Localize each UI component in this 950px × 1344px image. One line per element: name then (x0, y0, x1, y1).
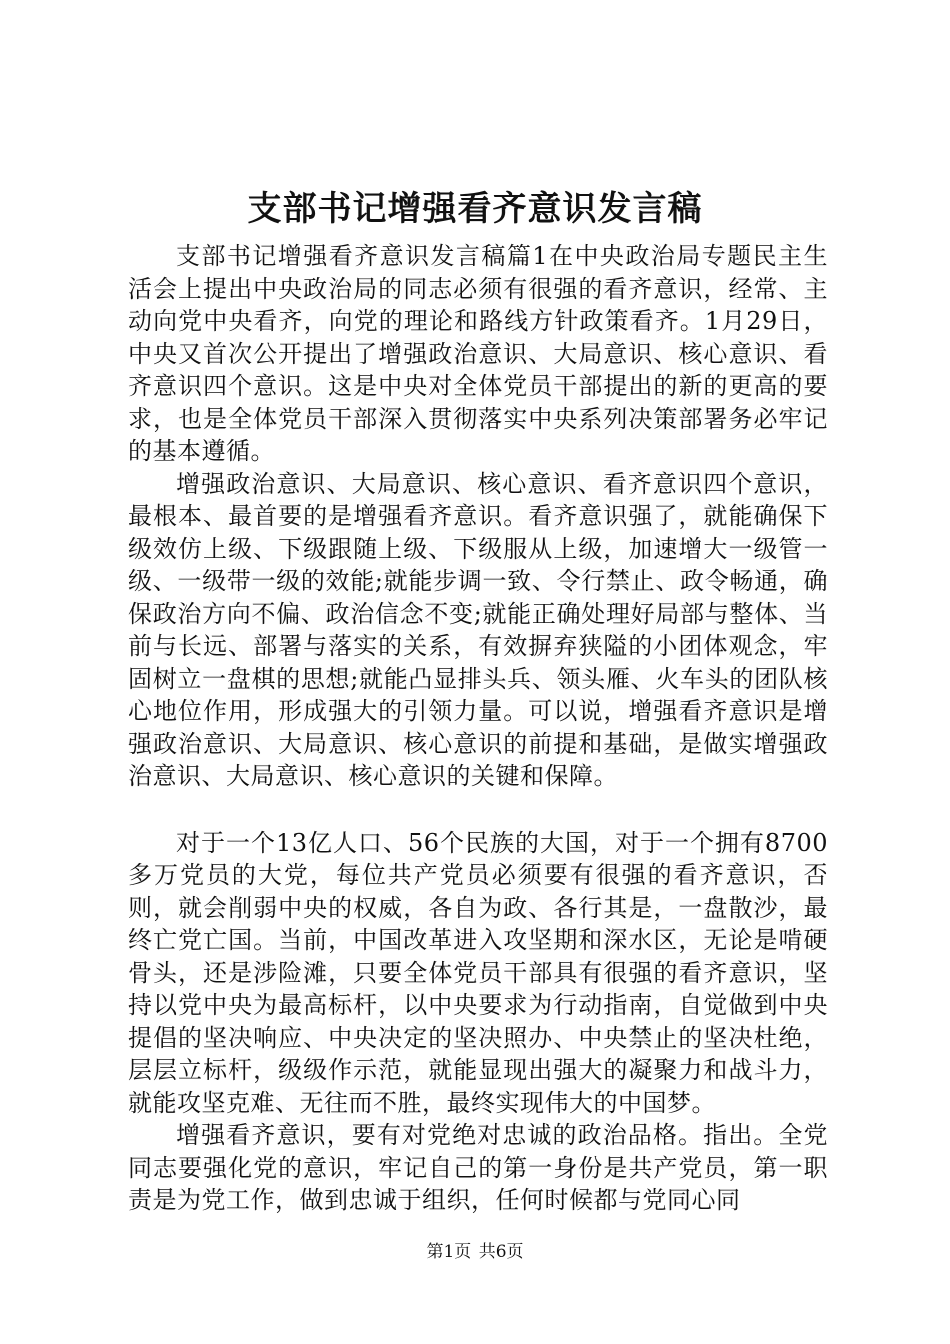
page-footer (0, 1240, 950, 1264)
page-number: 第1页 (426, 1242, 472, 1262)
page-total: 共6页 (478, 1242, 524, 1262)
paragraph-3: 对于一个13亿人口、56个民族的大国，对于一个拥有8700多万党员的大党，每位共产党员必须要有很强的看齐意识，否则，就会削弱中央的权威，各自为政、各行其是，一盘散沙，最终亡党亡国。当前，中国改革进入攻坚期和深水区，无论是啃硬骨头，还是涉险滩，只要全体党员干部具有很强的看齐意识，坚持以党中央为最高标杆，以中央要求为行动指南，自觉做到中央提倡的坚决响应、中央决定的坚决照办、中央禁止的坚决杜绝，层层立标杆，级级作示范，就能显现出强大的凝聚力和战斗力，就能攻坚克难、无往而不胜，最终实现伟大的中国梦。 (128, 828, 828, 1117)
paragraph-4: 增强看齐意识，要有对党绝对忠诚的政治品格。指出。全党同志要强化党的意识，牢记自己的第一身份是共产党员，第一职责是为党工作，做到忠诚于组织，任何时候都与党同心同 (128, 1121, 828, 1214)
paragraph-2: 增强政治意识、大局意识、核心意识、看齐意识四个意识，最根本、最首要的是增强看齐意识。看齐意识强了，就能确保下级效仿上级、下级跟随上级、下级服从上级，加速增大一级管一级、一级带一级的效能;就能步调一致、令行禁止、政令畅通，确保政治方向不偏、政治信念不变;就能正确处理好局部与整体、当前与长远、部署与落实的关系，有效摒弃狭隘的小团体观念，牢固树立一盘棋的思想;就能凸显排头兵、领头雁、火车头的团队核心地位作用，形成强大的引领力量。可以说，增强看齐意识是增强政治意识、大局意识、核心意识的前提和基础，是做实增强政治意识、大局意识、核心意识的关键和保障。 (128, 469, 828, 790)
paragraph-1: 支部书记增强看齐意识发言稿篇1在中央政治局专题民主生活会上提出中央政治局的同志必须有很强的看齐意识，经常、主动向党中央看齐，向党的理论和路线方针政策看齐。1月29日，中央又首次公开提出了增强政治意识、大局意识、核心意识、看齐意识四个意识。这是中央对全体党员干部提出的新的更高的要求，也是全体党员干部深入贯彻落实中央系列决策部署务必牢记的基本遵循。 (128, 242, 828, 465)
paragraph-spacer (128, 793, 828, 827)
document-title: 支部书记增强看齐意识发言稿 (247, 189, 703, 229)
document-body (128, 240, 828, 1217)
